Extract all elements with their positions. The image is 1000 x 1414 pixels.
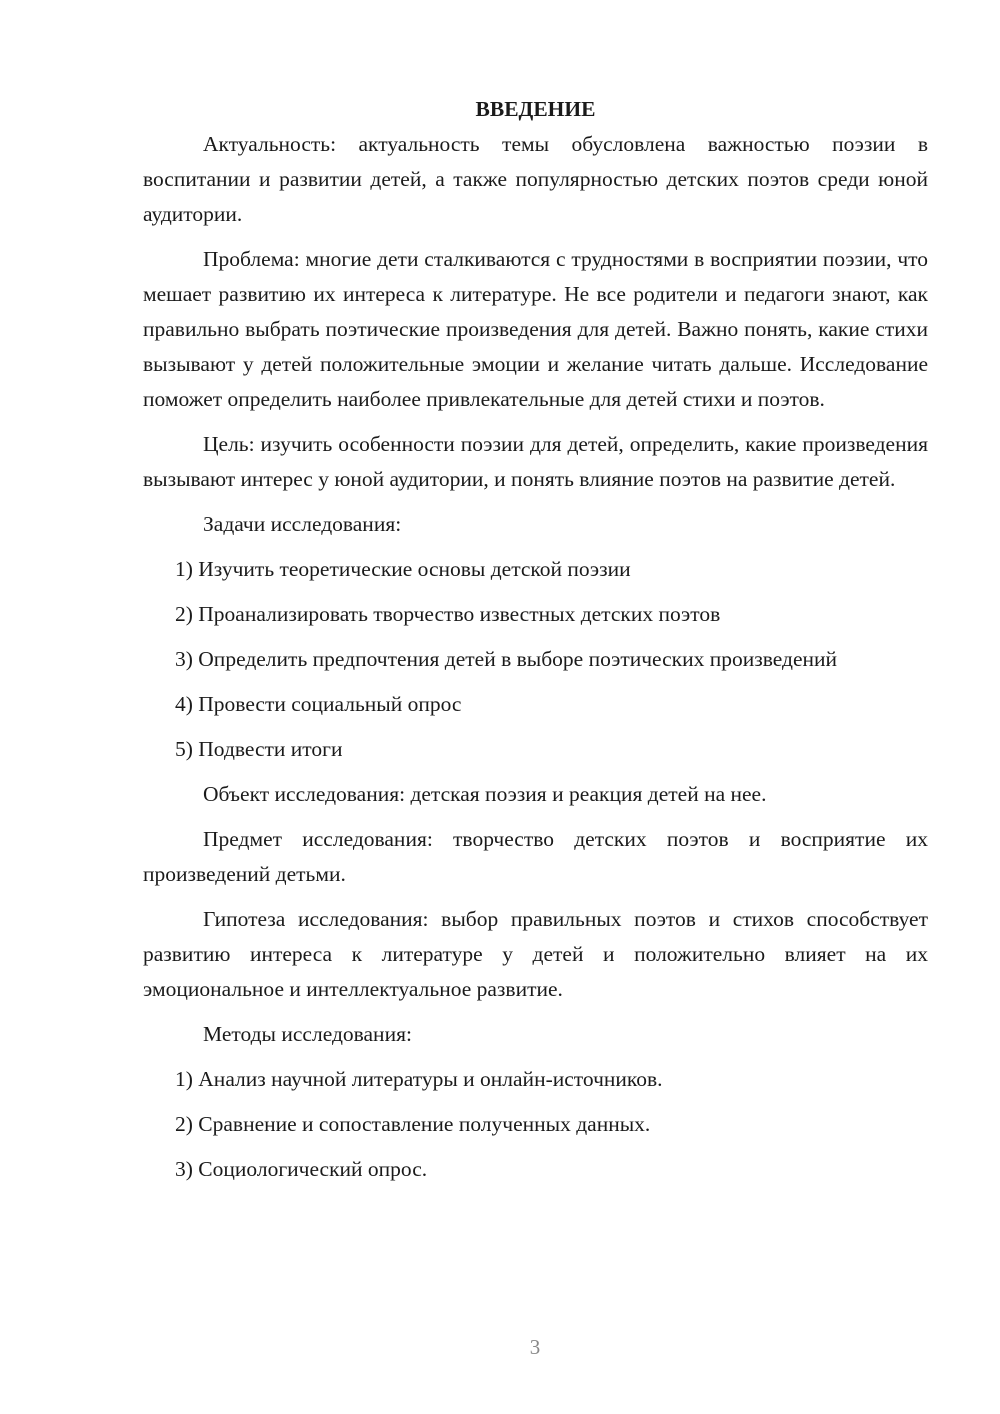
page-content	[143, 92, 928, 1187]
methods-heading: Методы исследования:	[203, 1022, 412, 1046]
goal-paragraph: Цель: изучить особенности поэзии для детей, определить, какие произведения вызывают интерес у юной аудитории, и понять влияние поэтов на развитие детей.	[143, 432, 928, 491]
method-item-3: 3) Социологический опрос.	[175, 1157, 428, 1181]
page-title: ВВЕДЕНИЕ	[475, 97, 596, 121]
task-item-3: 3) Определить предпочтения детей в выборе поэтических произведений	[175, 647, 838, 671]
method-item-1: 1) Анализ научной литературы и онлайн-источников.	[175, 1067, 663, 1091]
task-item-1: 1) Изучить теоретические основы детской поэзии	[175, 557, 631, 581]
task-item-2: 2) Проанализировать творчество известных детских поэтов	[175, 602, 721, 626]
task-item-4: 4) Провести социальный опрос	[175, 692, 462, 716]
tasks-heading: Задачи исследования:	[203, 512, 402, 536]
hypothesis-paragraph: Гипотеза исследования: выбор правильных поэтов и стихов способствует развитию интереса к литературе у детей и положительно влияет на их эмоциональное и интеллектуальное развитие.	[143, 907, 928, 1001]
subject-paragraph: Предмет исследования: творчество детских поэтов и восприятие их произведений детьми.	[143, 827, 928, 886]
page-number: 3	[529, 1335, 541, 1359]
task-item-5: 5) Подвести итоги	[175, 737, 343, 761]
method-item-2: 2) Сравнение и сопоставление полученных данных.	[175, 1112, 651, 1136]
object-paragraph: Объект исследования: детская поэзия и реакция детей на нее.	[203, 782, 767, 806]
relevance-paragraph: Актуальность: актуальность темы обусловлена важностью поэзии в воспитании и развитии детей, а также популярностью детских поэтов среди юной аудитории.	[143, 132, 928, 226]
problem-paragraph: Проблема: многие дети сталкиваются с трудностями в восприятии поэзии, что мешает развитию их интереса к литературе. Не все родители и педагоги знают, как правильно выбрать поэтические произведения для детей. Важно понять, какие стихи вызывают у детей положительные эмоции и желание читать дальше. Исследование поможет определить наиболее привлекательные для детей стихи и поэтов.	[143, 247, 928, 411]
